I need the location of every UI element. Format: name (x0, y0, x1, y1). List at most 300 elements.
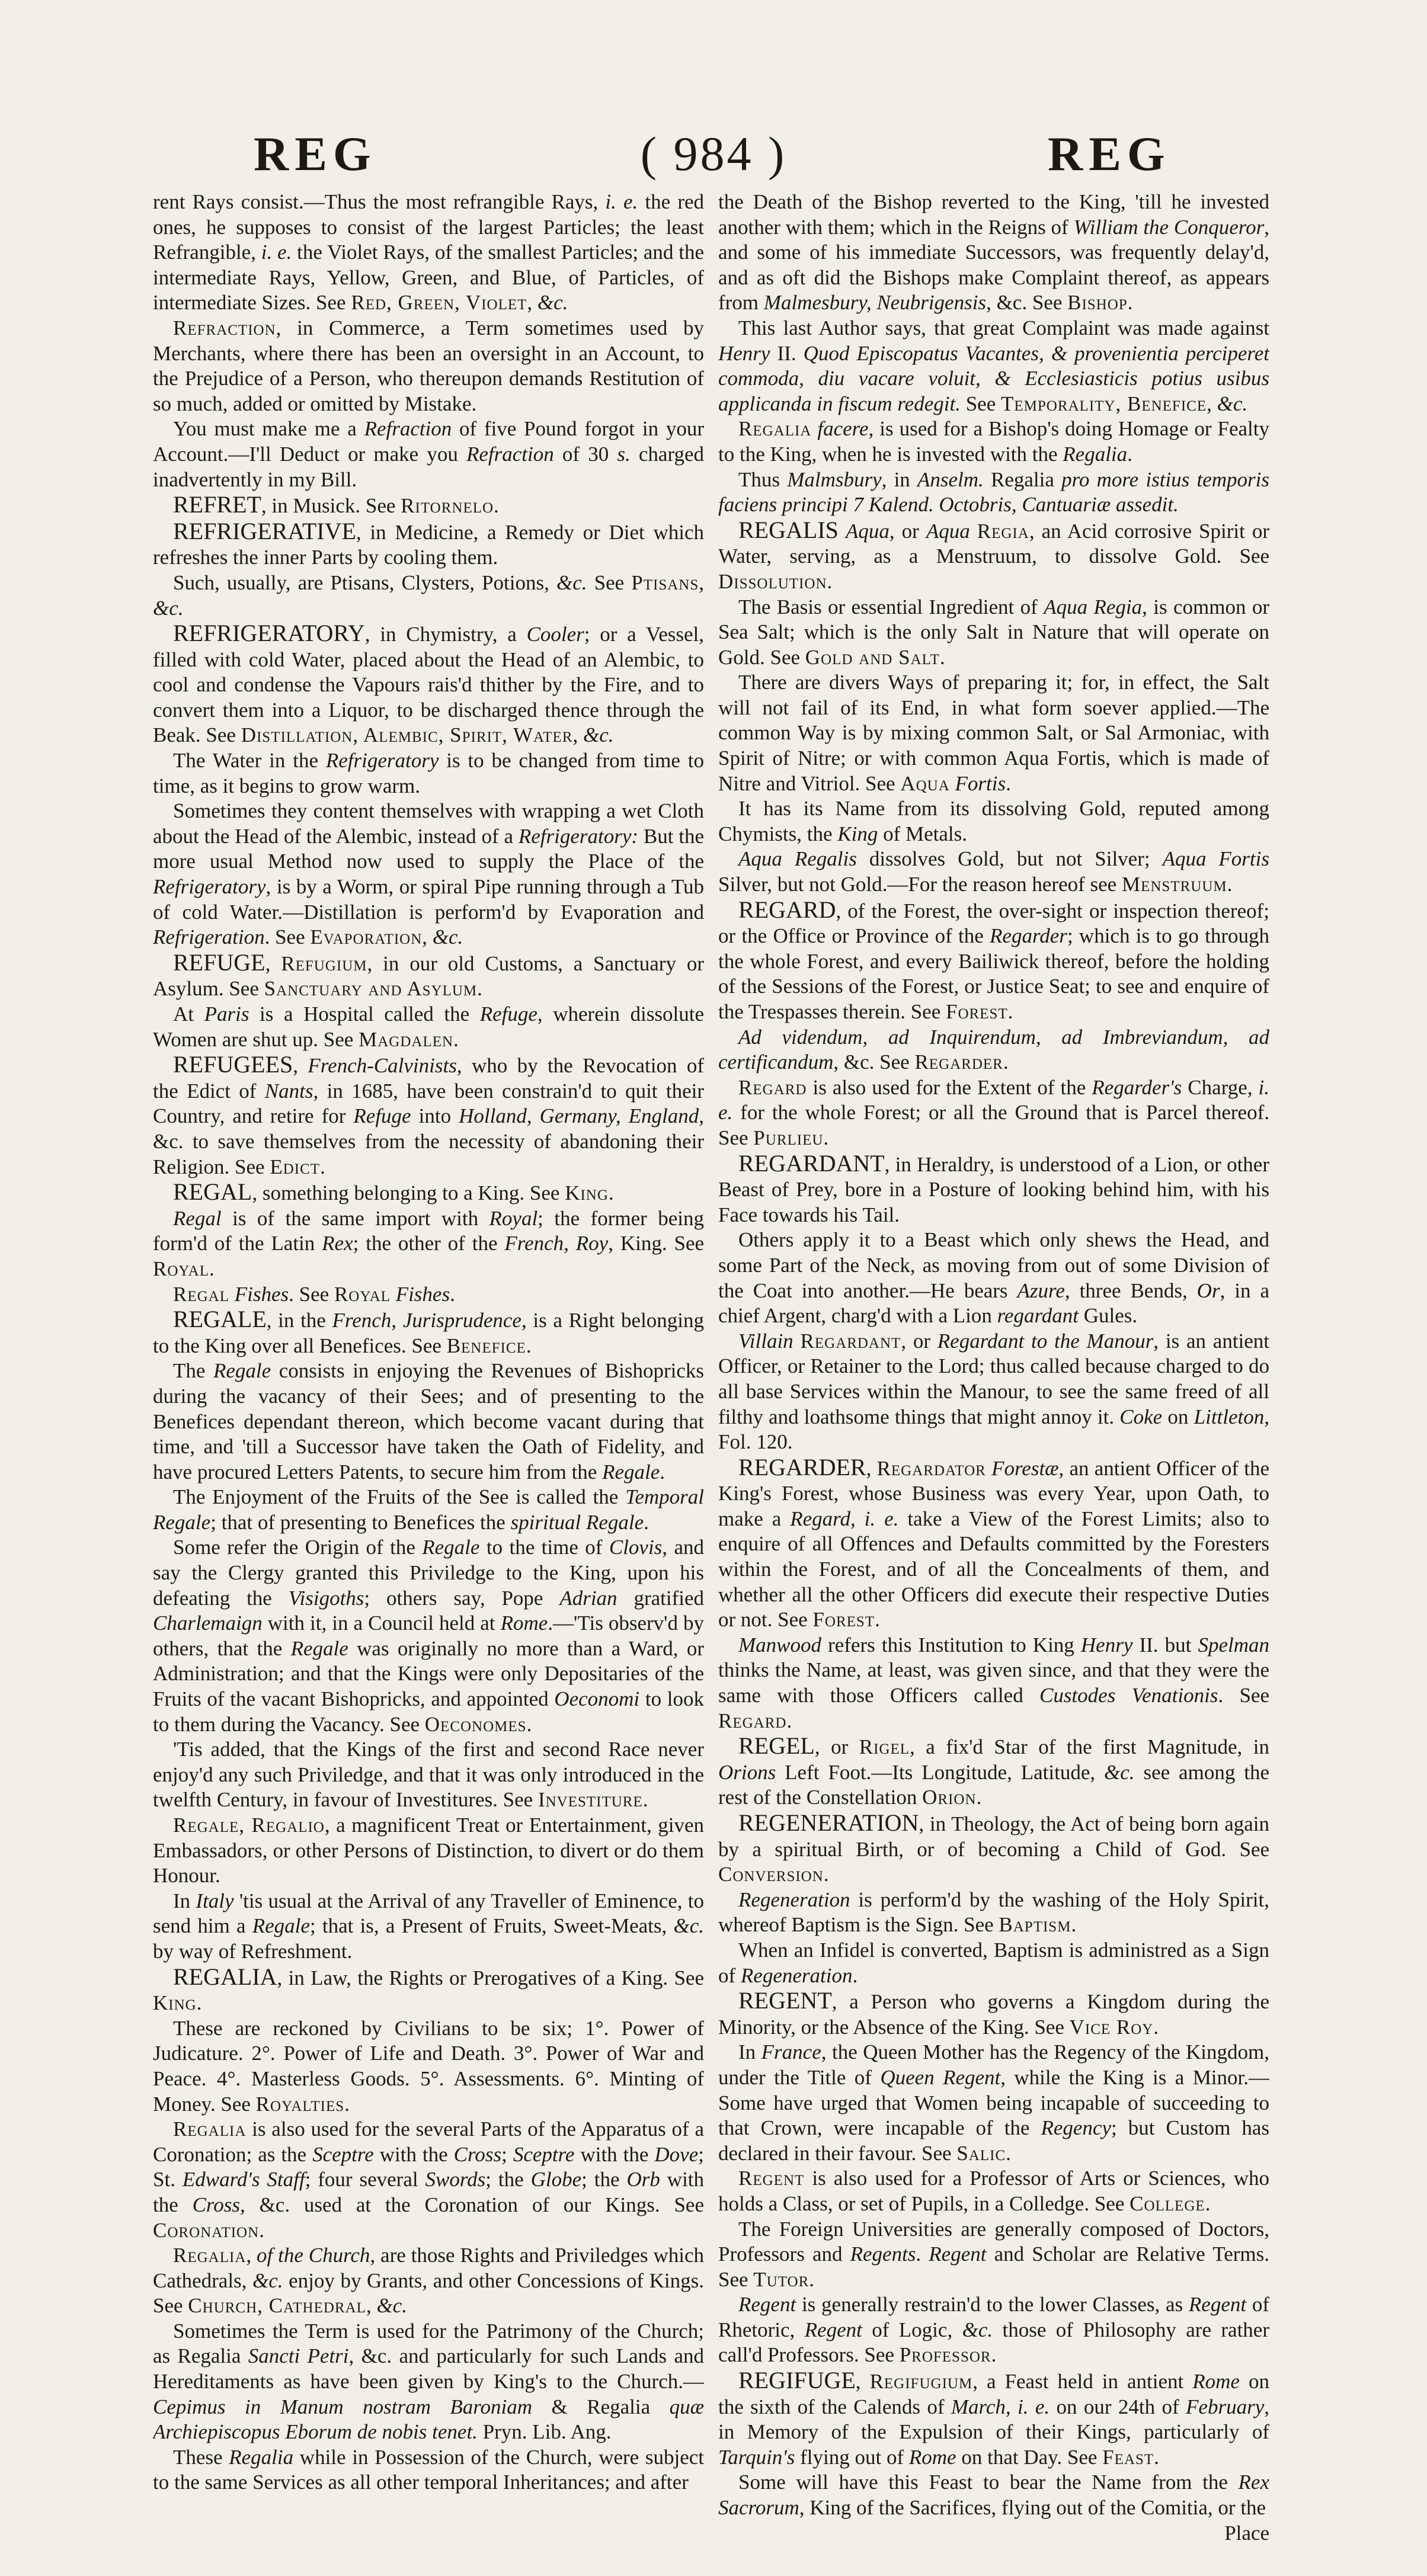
italic-term: Refrigeratory (325, 749, 439, 773)
italic-term: Rex (322, 1232, 353, 1255)
text-run: This last Author says, that great Complaint was made against (738, 316, 1269, 339)
paragraph (153, 2243, 704, 2319)
text-run: on our 24th of (1050, 2395, 1186, 2418)
italic-term: Regal (173, 1206, 222, 1230)
right-column (718, 190, 1269, 2559)
text-run: , in (881, 467, 917, 491)
entry-headword: REGEL (738, 1732, 815, 1760)
text-run: . (823, 1126, 829, 1149)
text-run: ; the (485, 2168, 531, 2191)
text-run: You must make me a (173, 417, 364, 441)
text-run: Thus (738, 467, 788, 491)
italic-term: Malmesbury, Neubrigensis (763, 291, 987, 315)
italic-term: &c. (673, 1914, 704, 1938)
text-run: , and say the Clergy granted this Priviledge to the King, upon his defeating the (153, 1536, 704, 1610)
italic-term: Sceptre (312, 2142, 374, 2166)
text-run: , the Queen Mother has the Regency of the Kingdom, under the Title of (718, 2040, 1269, 2089)
paragraph (718, 467, 1269, 518)
text-run: . (494, 494, 499, 518)
text-run: is perform'd by the washing of the Holy Spirit, whereof Baptism is the Sign. See (718, 1888, 1269, 1937)
text-run: II. but (1132, 1633, 1198, 1657)
paragraph (153, 1813, 704, 1889)
italic-term: Regency (1041, 2116, 1111, 2140)
italic-term: &c. (583, 723, 614, 747)
cross-reference: Benefice (446, 1334, 526, 1357)
paragraph (153, 492, 704, 519)
text-run: , King of the Sacrifices, flying out of the Comitia, or the (799, 2496, 1266, 2520)
paragraph (718, 796, 1269, 847)
text-run: ; others say, Pope (364, 1586, 560, 1610)
text-run: , a fix'd Star of the first Magnitude, in (910, 1735, 1269, 1759)
italic-term: &c. (556, 571, 587, 594)
italic-term: Regale (422, 1536, 480, 1559)
paragraph (153, 2117, 704, 2243)
paragraph (153, 748, 704, 799)
italic-term: Fortis (955, 771, 1006, 795)
text-run: , &c. See (986, 291, 1068, 315)
entry-headword: REGALIS (738, 516, 839, 543)
paragraph (153, 571, 704, 621)
text-run: , of the Forest, the over-sight or inspection thereof; or the Office or Province of the (718, 899, 1269, 948)
paragraph (718, 1151, 1269, 1228)
paragraph (153, 1206, 704, 1282)
text-run: , (855, 2370, 870, 2394)
text-run: with the (373, 2142, 454, 2166)
italic-term: Italy (196, 1889, 234, 1912)
text-run: Place (1224, 2521, 1269, 2545)
cross-reference: Vice Roy (1069, 2015, 1154, 2039)
italic-term: quæ Archiepiscopus Eborum de nobis tenet. (153, 2395, 704, 2444)
cross-reference: Aqua (900, 771, 950, 795)
text-run (839, 520, 846, 543)
text-run: gratified (617, 1586, 704, 1610)
cross-reference: Regal (173, 1282, 229, 1306)
entry-headword: REGARD (738, 896, 836, 923)
text-run: , in the (266, 1309, 332, 1332)
italic-term: Refrigeratory (153, 875, 266, 899)
italic-term: Regent (738, 2293, 796, 2317)
text-run: , in Commerce, a Term sometimes used by Merchants, where there has been an oversight in an Account, to the Prejudice of a Person, who thereupon demands Restitution of so much, added or omitted by Mistake. (153, 316, 704, 415)
entry-headword: REFRET (173, 491, 261, 518)
italic-term: Littleton (1194, 1405, 1265, 1428)
italic-term: Tarquin's (718, 2445, 795, 2469)
text-run: of Rhetoric, (718, 2293, 1269, 2341)
text-run: . (642, 1788, 648, 1812)
text-run: . (1154, 2445, 1159, 2469)
text-run (229, 1283, 235, 1306)
italic-term: Charlemaign (153, 1611, 263, 1635)
text-run: with the (574, 2142, 655, 2166)
text-run: of five Pound forgot in your Account.—I'll Deduct or make you (153, 417, 704, 466)
entry-headword: REFUGE (173, 949, 265, 976)
text-run: . (939, 645, 945, 669)
paragraph (153, 1002, 704, 1052)
italic-term: Cross (192, 2193, 240, 2216)
entry-headword: REGENERATION (738, 1809, 919, 1836)
text-run: ; four several (305, 2168, 425, 2191)
italic-term: Regale (602, 1460, 660, 1484)
text-run: Left Foot.—Its Longitude, Latitude, (776, 1760, 1105, 1784)
cross-reference: Magdalen (359, 1027, 454, 1051)
italic-term: Regale (290, 1636, 348, 1660)
text-run: of 30 (553, 442, 617, 466)
text-run: . See (289, 1282, 334, 1306)
paragraph (153, 1485, 704, 1535)
cross-reference: Orion (922, 1786, 977, 1809)
text-run: . (823, 1863, 829, 1886)
text-run: . (453, 1027, 459, 1051)
cross-reference: Edict (270, 1155, 321, 1178)
italic-term: Rome (500, 1611, 548, 1635)
paragraph (718, 1075, 1269, 1151)
cross-reference: Gold and Salt (805, 645, 940, 669)
paragraph (718, 2166, 1269, 2216)
headword-right: REG (1048, 127, 1171, 181)
cross-reference: Royal (153, 1257, 210, 1280)
italic-term: Rome (1192, 2370, 1240, 2394)
cross-reference: Oeconomes (424, 1712, 527, 1736)
cross-reference: Tutor (753, 2267, 810, 2291)
cross-reference: Church, Cathedral (188, 2294, 366, 2318)
italic-term: Regent (804, 2318, 862, 2341)
italic-term: Quod Episcopatus Vacantes, & provenientia perciperet commoda, diu vacare voluit, & Ecclesiasticis potius usibus applicanda in fiscum redegit. (718, 341, 1269, 415)
entry-headword: REGIFUGE (738, 2367, 856, 2394)
text-run: . (344, 2092, 350, 2116)
italic-term: Queen Regent (880, 2065, 1001, 2089)
cross-reference: Distillation, Alembic, Spirit, Water (241, 723, 573, 747)
text-run: II. (770, 341, 804, 365)
text-run: , in 1685, have been constrain'd to quit their Country, and retire for (153, 1079, 704, 1128)
paragraph (718, 670, 1269, 796)
italic-term: i. e. (261, 241, 292, 264)
cross-reference: King (565, 1181, 609, 1205)
italic-term: s. (617, 442, 631, 466)
cross-reference: Refugium (281, 951, 367, 975)
text-run: , a Person who governs a Kingdom during the Minority, or the Absence of the King. See (718, 1990, 1269, 2039)
entry-headword: REFRIGERATORY (173, 620, 365, 647)
text-run: , (699, 571, 704, 594)
text-run: rent Rays consist.—Thus the most refrangible Rays, (153, 190, 606, 213)
cross-reference: King (153, 1991, 197, 2015)
cross-reference: Coronation (153, 2218, 260, 2242)
text-run: ; which is to go through the whole Forest, and every Bailiwick thereof, before the holding of the Sessions of the Forest, or Justice Seat; to see and enquire of the Trespasses therein. See (718, 924, 1269, 1023)
text-run: , or (901, 1329, 938, 1353)
text-run: .—'Tis observ'd by others, that the (153, 1611, 704, 1660)
text-run: , (527, 291, 537, 315)
text-run: . (608, 1181, 614, 1205)
italic-term: Nants (264, 1079, 313, 1103)
italic-term: &c. (1217, 392, 1248, 415)
paragraph (153, 416, 704, 492)
text-run: , Fol. 120. (718, 1405, 1269, 1454)
cross-reference: Professor (899, 2343, 991, 2367)
text-run (811, 417, 817, 440)
italic-term: Swords (425, 2168, 486, 2191)
text-run: Charge, (1182, 1075, 1259, 1099)
text-run: is of the same import with (221, 1206, 489, 1230)
paragraph (718, 1734, 1269, 1811)
text-run: In (173, 1889, 196, 1912)
text-run: is generally restrain'd to the lower Classes, as (796, 2293, 1189, 2317)
text-run: . (786, 1709, 792, 1732)
text-run: , &c. See (833, 1050, 915, 1074)
text-run: , are those Rights and Priviledges which Cathedrals, (153, 2244, 704, 2292)
text-run: . (1006, 2141, 1011, 2165)
cross-reference: Evaporation (310, 925, 423, 949)
italic-term: Regale (252, 1914, 310, 1938)
italic-term: of the Church (257, 2244, 370, 2267)
entry-headword: REGARDANT (738, 1149, 885, 1177)
text-run: . (976, 1786, 982, 1809)
text-run (986, 1457, 991, 1480)
italic-term: &c. (153, 596, 184, 620)
cross-reference: Feast (1102, 2445, 1154, 2469)
entry-headword: REGENT (738, 1987, 832, 2014)
italic-term: Anselm. (917, 467, 984, 491)
text-run: while in Possession of the Church, were subject to the same Services as all other temporal Inheritances; and after (153, 2445, 704, 2494)
paragraph (718, 190, 1269, 316)
text-run: & Regalia (532, 2395, 670, 2418)
italic-term: Henry (718, 341, 770, 365)
italic-term: Refraction (364, 417, 452, 441)
paragraph (718, 2040, 1269, 2166)
italic-term: Visigoths (288, 1586, 364, 1610)
text-run (950, 772, 955, 795)
text-run: , a magnificent Treat or Entertainment, given Embassadors, or other Persons of Distinction, to divert or do them Honour. (153, 1814, 704, 1888)
italic-term: Refrigeratory: (518, 824, 639, 848)
text-run: , in Chymistry, a (364, 623, 527, 646)
italic-term: &c. (962, 2318, 993, 2341)
catchword (718, 2521, 1269, 2546)
cross-reference: Regifugium (869, 2370, 973, 2394)
text-run: , (1207, 392, 1217, 415)
italic-term: &c. (537, 291, 568, 315)
italic-term: Sceptre (513, 2142, 575, 2166)
cross-reference: Royal (334, 1282, 391, 1306)
paragraph (153, 519, 704, 571)
italic-term: Spelman (1198, 1633, 1269, 1657)
text-run: those of Philosophy are rather call'd Professors. See (718, 2318, 1269, 2367)
italic-term: Temporal Regale (153, 1485, 704, 1534)
cross-reference: Ptisans (631, 571, 699, 594)
italic-term: March, i. e. (951, 2395, 1050, 2418)
paragraph (718, 1455, 1269, 1633)
text-run: The (173, 1359, 213, 1383)
text-run: , in Memory of the Expulsion of their Kings, particularly of (718, 2395, 1269, 2444)
text-run: Others apply it to a Beast which only shews the Head, and some Part of the Neck, as moving from out of some Division of the Coat into another.—He bears (718, 1228, 1269, 1302)
cross-reference: Red, Green, Violet (351, 291, 527, 315)
italic-term: &c. (252, 2269, 283, 2292)
italic-term: Refraction (466, 442, 554, 466)
text-run: , in Medicine, a Remedy or Diet which refreshes the inner Parts by cooling them. (153, 520, 704, 569)
text-run: . (991, 2343, 997, 2367)
italic-term: Aqua (845, 519, 890, 543)
text-run: dissolves Gold, but not Silver; (856, 847, 1163, 871)
cross-reference: Investiture (537, 1788, 643, 1812)
italic-term: Aqua (926, 519, 970, 543)
italic-term: Custodes Venationis (1039, 1684, 1218, 1707)
text-run: ; (501, 2142, 513, 2166)
cross-reference: College (1130, 2191, 1205, 2215)
text-run: . (1127, 291, 1133, 315)
text-run (970, 520, 977, 543)
italic-term: Azure (1017, 1279, 1065, 1302)
text-run: for the whole Forest; or all the Ground that is Parcel thereof. See (718, 1101, 1269, 1149)
cross-reference: Forest (812, 1608, 875, 1632)
text-run: charged inadvertently in my Bill. (153, 442, 704, 491)
text-run: , something belonging to a King. See (252, 1181, 565, 1205)
text-run: . (196, 1991, 202, 2015)
italic-term: Aqua Regalis (738, 847, 857, 871)
italic-term: French-Calvinists (308, 1054, 457, 1078)
text-run: on that Day. See (956, 2445, 1103, 2469)
text-run: the red ones, he supposes to consist of the largest Particles; the least Refrangible, (153, 190, 704, 264)
text-run: ; but Custom has declared in their favour. See (718, 2116, 1269, 2165)
paragraph (718, 1329, 1269, 1455)
cross-reference: Forest (945, 1000, 1008, 1023)
italic-term: William the Conqueror (1073, 215, 1265, 239)
text-run: ; the (581, 2168, 627, 2191)
text-run: Gules. (1079, 1304, 1138, 1328)
text-run (391, 1283, 396, 1306)
text-run: . (1003, 1050, 1009, 1074)
italic-term: Ad videndum, ad Inquirendum, ad Imbreviandum, ad certificandum (718, 1025, 1269, 1074)
italic-term: spiritual Regale (510, 1510, 644, 1534)
text-run: , King. See (608, 1232, 704, 1255)
text-run: the Death of the Bishop reverted to the King, 'till he invested another with them; which in the Reigns of (718, 190, 1269, 239)
text-run: and Scholar are Relative Terms. See (718, 2242, 1269, 2291)
paragraph (718, 1988, 1269, 2040)
cross-reference: Regard (738, 1075, 807, 1099)
text-run: . (660, 1460, 665, 1484)
text-run: 'Tis added, that the Kings of the first and second Race never enjoy'd any such Priviledge, and that it was only introduced in the twelfth Century, in favour of Investitures. See (153, 1738, 704, 1812)
italic-term: i. e. (605, 190, 638, 213)
text-run: , is by a Worm, or spiral Pipe running through a Tub of cold Water.—Distillation is perform'd by Evaporation and (153, 875, 704, 924)
italic-term: Orions (718, 1760, 776, 1784)
text-run: . (1007, 1000, 1013, 1023)
cross-reference: Rigel (859, 1735, 910, 1759)
text-run: . See (1218, 1684, 1269, 1707)
text-run: The Enjoyment of the Fruits of the See is called the (173, 1485, 626, 1509)
italic-term: Regardant to the Manour (937, 1329, 1154, 1353)
text-run: It has its Name from its dissolving Gold, reputed among Chymists, the (718, 797, 1269, 845)
text-run: , (866, 1456, 877, 1480)
italic-term: Regarder's (1092, 1075, 1182, 1099)
text-run: . See (264, 925, 311, 949)
text-run: See (960, 392, 1001, 415)
italic-term: Royal (489, 1206, 538, 1230)
paragraph (153, 1359, 704, 1485)
paragraph (718, 2292, 1269, 2368)
paragraph (153, 1282, 704, 1308)
text-run: of Metals. (878, 822, 968, 845)
cross-reference: Regalia (738, 417, 812, 441)
italic-term: Oeconomi (554, 1687, 640, 1711)
paragraph (718, 416, 1269, 467)
text-run: But the more usual Method now used to supply the Place of the (153, 824, 704, 873)
text-run: , a Feast held in antient (972, 2370, 1193, 2394)
paragraph (718, 1228, 1269, 1328)
paragraph (153, 2445, 704, 2495)
text-run: . (259, 2218, 264, 2242)
text-run: take a View of the Forest Limits; also to enquire of all Offences and Defaults committed by the Foresters within the Forest, and of all the Concealments of them, and whether all the other Officers did execute their respective Duties or not. See (718, 1507, 1269, 1632)
text-run: on the sixth of the Calends of (718, 2370, 1269, 2418)
text-run: , (422, 925, 433, 949)
text-run: At (173, 1002, 204, 1026)
italic-term: Refrigeration (153, 925, 265, 949)
paragraph (153, 316, 704, 416)
italic-term: Regents (850, 2242, 916, 2266)
text-run: . (1153, 2015, 1159, 2039)
text-run: ; or a Vessel, filled with cold Water, placed about the Head of an Alembic, to cool and condense the Vapours rais'd thither by the Fire, and to convert them into a Liquor, to be discharged thence through the Beak. See (153, 623, 704, 747)
italic-term: Fishes (234, 1282, 289, 1306)
italic-term: Regalia (229, 2445, 294, 2469)
paragraph (153, 2016, 704, 2117)
italic-term: Villain (738, 1329, 794, 1353)
cross-reference: Purlieu (753, 1126, 824, 1149)
text-run: is also used for a Professor of Arts or Sciences, who holds a Class, or set of Pupils, in a Colledge. See (718, 2167, 1269, 2215)
text-run: , &c. and particularly for such Lands and Hereditaments as have been given by King's to the Church.— (153, 2344, 704, 2394)
italic-term: Coke (1119, 1405, 1163, 1428)
italic-term: Regent (1188, 2293, 1247, 2317)
text-run: , in Law, the Rights or Prerogatives of a King. See (277, 1966, 704, 1989)
paragraph (153, 1737, 704, 1813)
text-run: , or (814, 1735, 859, 1759)
paragraph (153, 190, 704, 316)
paragraph (153, 1965, 704, 2016)
cross-reference: Regalia (173, 2244, 247, 2267)
text-run: , (366, 2294, 377, 2318)
paragraph (718, 1633, 1269, 1734)
italic-term: Aqua Fortis (1162, 847, 1269, 871)
text-run: . (1127, 442, 1132, 466)
cross-reference: Refraction (173, 316, 276, 339)
cross-reference: Regale, Regalio (173, 1814, 325, 1837)
text-run (794, 1329, 801, 1353)
text-run: Sometimes the Term is used for the Patrimony of the Church; as Regalia (153, 2319, 704, 2368)
text-run: , an antient Officer of the King's Forest, whose Business was every Year, upon Oath, to make a (718, 1456, 1269, 1530)
italic-term: Sancti Petri (248, 2344, 349, 2368)
italic-term: Or (1196, 1279, 1220, 1302)
text-run: The Foreign Universities are generally composed of Doctors, Professors and (718, 2217, 1269, 2266)
text-run: by way of Refreshment. (153, 1939, 353, 1963)
text-run: is to be changed from time to time, as it begins to grow warm. (153, 749, 704, 797)
italic-term: Regale (213, 1359, 271, 1383)
cross-reference: Regardant (800, 1329, 901, 1353)
paragraph (718, 2368, 1269, 2470)
italic-term: pro more istius temporis faciens principi 7 Kalend. Octobris, Cantuariæ assedit. (718, 467, 1269, 517)
cross-reference: Salic (956, 2141, 1006, 2165)
text-run: , in Musick. See (261, 494, 401, 518)
italic-term: Regard, i. e. (790, 1507, 899, 1530)
paragraph (153, 1052, 704, 1180)
italic-term: February (1186, 2395, 1265, 2418)
italic-term: &c. (376, 2294, 407, 2318)
italic-term: Cooler (526, 623, 584, 646)
text-run: . (320, 1155, 325, 1178)
cross-reference: Regent (738, 2167, 805, 2190)
text-run: see among the rest of the Constellation (718, 1760, 1269, 1809)
page-number: ( 984 ) (640, 127, 787, 181)
cross-reference: Conversion (718, 1863, 824, 1886)
text-run: is a Hospital called the (249, 1002, 480, 1026)
italic-term: Regarder (990, 924, 1067, 948)
text-run: , wherein dissolute Women are shut up. See (153, 1002, 704, 1051)
text-run: , in Heraldry, is understood of a Lion, or other Beast of Prey, bore in a Posture of looking behind him, with his Face towards his Tail. (718, 1152, 1269, 1226)
text-run: was originally no more than a Ward, or Administration; and that the Kings were only Depositaries of the Fruits of the vacant Bishopricks, and appointed (153, 1636, 704, 1711)
text-run: on (1162, 1405, 1194, 1428)
text-run: In (738, 2040, 762, 2064)
